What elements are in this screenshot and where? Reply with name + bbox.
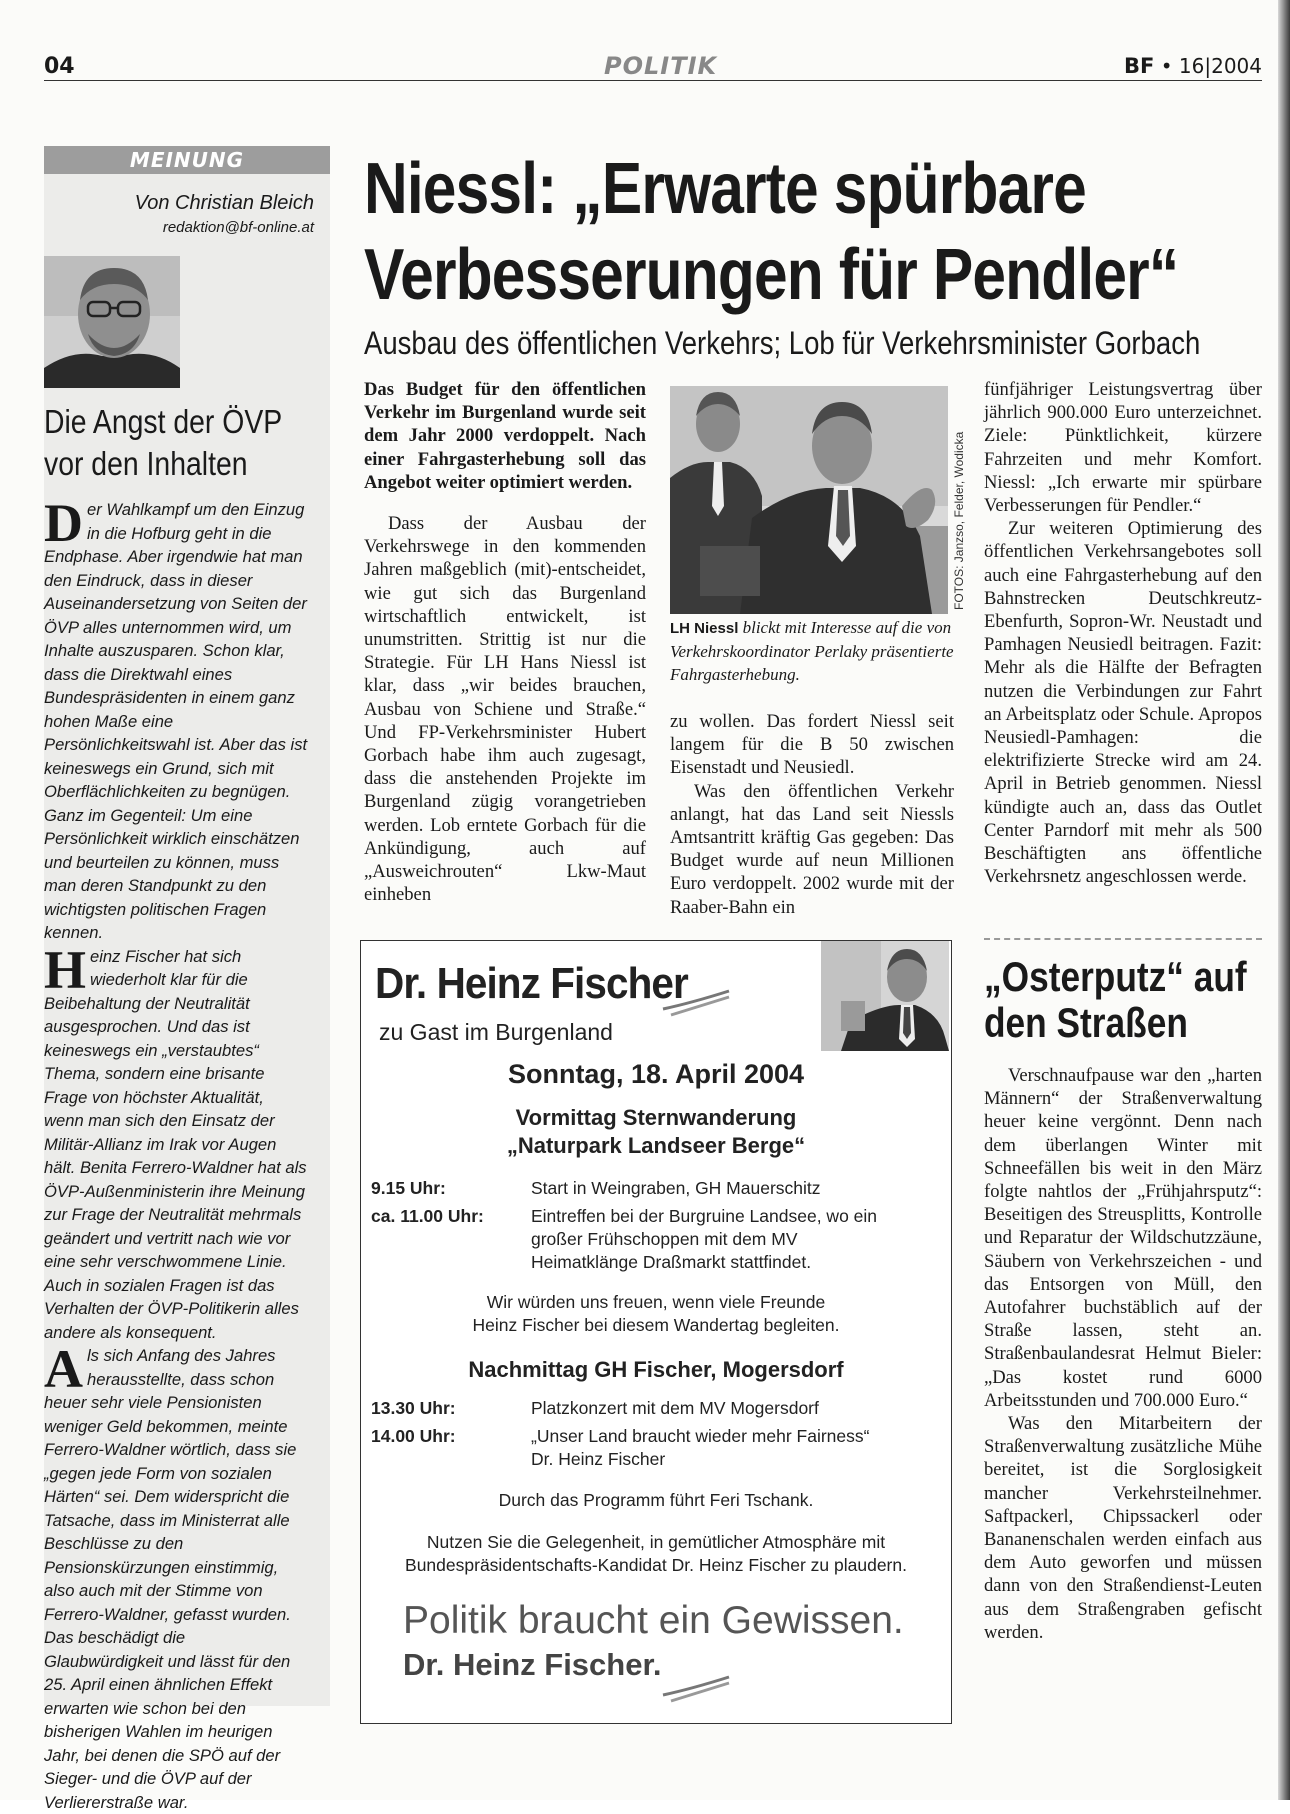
- opinion-paragraph-1: [44, 493, 308, 945]
- issue-number: 16|2004: [1178, 54, 1262, 78]
- drop-cap: D: [44, 493, 83, 553]
- author-name: Von Christian Bleich: [134, 192, 314, 214]
- article-lead: Das Budget für den öffentlichen Verkehr im Burgenland wurde seit dem Jahr 2000 verdoppelt. Nach einer Fahrgasterhebung soll das Angebot weiter optimiert werden.: [364, 379, 646, 493]
- ad-afternoon-title: Nachmittag GH Fischer, Mogersdorf: [468, 1357, 844, 1382]
- swoosh-icon: [661, 1675, 731, 1705]
- article-paragraph: Zur weiteren Optimierung des öffentlichen Verkehrsangebotes soll auch eine Fahrgasterhebung auf den Bahnstrecken Deutschkreutz-Ebenfurth, Sopron-Wr. Neustadt und Pamhagen Neusiedl beitragen. Fazit: Mehr als die Hälfte der Befragten nutzen die Verbindungen zur Fahrt an Arbeitsplatz oder Schule. Apropos Neusiedl-Pamhagen: die elektrifizierte Strecke wird am 24. April in Betrieb genommen. Niessl kündigte auch an, dass das Outlet Center Parndorf mit mehr als 500 Beschäftigten ans öffentliche Verkehrsnetz angeschlossen werde.: [984, 518, 1262, 888]
- article-column-2: [670, 710, 954, 919]
- schedule-time: 9.15 Uhr:: [371, 1178, 446, 1198]
- opinion-column: [44, 146, 330, 1812]
- article-photo: [670, 386, 948, 614]
- schedule-desc: Start in Weingraben, GH Mauerschitz: [531, 1178, 821, 1198]
- page-header: [44, 54, 1262, 81]
- ad-slogan: Politik braucht ein Gewissen.: [403, 1599, 904, 1642]
- ad-host: Durch das Programm führt Feri Tschank.: [498, 1490, 814, 1510]
- article-paragraph: Dass der Ausbau der Verkehrswege in den kommenden Jahren maßgeblich (mit)-entscheidet, wie gut sich das Burgenland wirtschaftlich entwickelt, ist unumstritten. Strittig ist nur die Strategie. Für LH Hans Niessl ist klar, dass „wir beides brauchen, Ausbau von Schiene und Straße.“ Und FP-Verkehrsminister Hubert Gorbach habe ihm auch zugesagt, dass die anstehenden Projekte im Burgenland zügig vorangetrieben werden. Lob erntete Gorbach für die Ankündigung, auch auf „Ausweichrouten“ Lkw-Maut einheben: [364, 513, 646, 906]
- schedule-time: ca. 11.00 Uhr:: [371, 1206, 484, 1226]
- ad-subtitle: zu Gast im Burgenland: [379, 1019, 613, 1045]
- ad-morning-title: „Naturpark Landseer Berge“: [506, 1133, 806, 1158]
- paragraph-text: einz Fischer hat sich wiederholt klar für die Beibehaltung der Neutralität ausgesprochen. Und das ist keineswegs ein „verstaubtes“ Thema, sondern eine brisante Frage von höchster Aktualität, wenn man sich den Einsatz der Militär-Allianz im Irak vor Augen hält. Benita Ferrero-Waldner hat als ÖVP-Außenministerin ihre Meinung zur Frage der Neutralität mehrmals geändert und vertritt nach wie vor eine sehr verschwommene Linie. Auch in sozialen Fragen ist das Verhalten der ÖVP-Politikerin alles andere als konsequent.: [44, 946, 307, 1342]
- scan-edge: [1278, 0, 1290, 1800]
- schedule-desc: Platzkonzert mit dem MV Mogersdorf: [531, 1398, 819, 1418]
- opinion-paragraph-3: [44, 1339, 308, 1814]
- paragraph-text: ls sich Anfang des Jahres herausstellte, dass schon heuer sehr viele Pensionisten weniger Geld bekommen, meinte Ferrero-Waldner wörtlich, dass sie „gegen jede Form von sozialen Härten“ sei. Dem widerspricht die Tatsache, dass im Ministerrat alle Beschlüsse zu den Pensionskürzungen einstimmig, also auch mit der Stimme von Ferrero-Waldner, gefasst wurden. Das beschädigt die Glaubwürdigkeit und lässt für den 25. April einen ähnlichen Effekt erwarten wie schon bei den bisherigen Wahlen im heurigen Jahr, bei denen die SPÖ auf der Sieger- und die ÖVP auf der Verliererstraße war.: [44, 1346, 297, 1812]
- opinion-paragraph-2: [44, 939, 308, 1345]
- ad-invite: Wir würden uns freuen, wenn viele Freunde Heinz Fischer bei diesem Wandertag begleiten.: [472, 1292, 840, 1335]
- headline: Niessl: „Erwarte spürbare Verbesserungen für Pendler“: [364, 149, 1179, 315]
- schedule-row: [371, 1397, 941, 1421]
- drop-cap: A: [44, 1339, 83, 1399]
- sidebar-story-body: [984, 1064, 1262, 1644]
- article-paragraph: fünfjähriger Leistungsvertrag über jährlich 900.000 Euro unterzeichnet. Ziele: Pünktlichkeit, kürzere Fahrzeiten und mehr Komfort. Niessl: „Ich erwarte mir spürbare Verbesserungen für Pendler.“: [984, 379, 1262, 517]
- author-portrait: [44, 256, 180, 388]
- schedule-desc: „Unser Land braucht wieder mehr Fairness“ Dr. Heinz Fischer: [531, 1426, 870, 1469]
- author-email: redaktion@bf-online.at: [162, 219, 314, 236]
- schedule-desc: Eintreffen bei der Burgruine Landsee, wo ein großer Frühschoppen mit dem MV Heimatklänge Draßmarkt stattfindet.: [531, 1206, 878, 1272]
- issue-info: [1124, 54, 1262, 78]
- paragraph-text: er Wahlkampf um den Einzug in die Hofburg geht in die Endphase. Aber irgendwie hat man den Eindruck, dass in dieser Auseinandersetzung von Seiten der ÖVP alles unternommen wird, um Inhalte auszusparen. Schon klar, dass die Direktwahl eines Bundespräsidenten in einem ganz hohen Maße eine Persönlichkeitswahl ist. Aber das ist keineswegs ein Grund, sich mit Oberflächlichkeiten zu begnügen. Ganz im Gegenteil: Um eine Persönlichkeit wirklich einschätzen und beurteilen zu können, muss man deren Standpunkt zu den wichtigsten politischen Fragen kennen.: [44, 500, 308, 942]
- ad-portrait: [821, 941, 949, 1051]
- article-column-3: [984, 378, 1262, 888]
- caption-name: LH Niessl: [670, 620, 739, 637]
- schedule-time: 14.00 Uhr:: [371, 1426, 456, 1446]
- sidebar-headline: „Osterputz“ auf den Straßen: [984, 953, 1247, 1046]
- ad-date: Sonntag, 18. April 2004: [507, 1059, 805, 1089]
- publication-name: BF: [1124, 54, 1155, 78]
- page-number: 04: [44, 54, 75, 79]
- campaign-ad: [360, 940, 952, 1724]
- drop-cap: H: [44, 939, 87, 1000]
- article-paragraph: zu wollen. Das fordert Niessl seit langem für die B 50 zwischen Eisenstadt und Neusiedl.: [670, 711, 954, 779]
- article-column-1: [364, 378, 646, 906]
- opinion-tag: MEINUNG: [44, 146, 330, 174]
- subheadline: Ausbau des öffentlichen Verkehrs; Lob für Verkehrsminister Gorbach: [364, 325, 1201, 361]
- photo-credit: FOTOS: Janzso, Felder, Wodicka: [952, 431, 966, 610]
- opinion-body: [44, 493, 308, 1814]
- schedule-row: [371, 1425, 941, 1473]
- article-paragraph: Was den öffentlichen Verkehr anlangt, hat das Land seit Niessls Amtsantritt kräftig Gas gegeben: Das Budget wurde auf neun Millionen Euro verdoppelt. 2002 wurde mit der Raaber-Bahn ein: [670, 780, 954, 918]
- caption-text: blickt mit Interesse auf die von Verkehrskoordinator Perlaky präsentierte Fahrgasterhebung.: [670, 618, 954, 684]
- article-paragraph: Verschnaufpause war den „harten Männern“ der Straßenverwaltung heuer keine vergönnt. Denn nach dem überlangen Winter mit Schneefällen bis weit in den März folgte nahtlos der „Frühjahrsputz“: Beseitigen des Streusplitts, Kontrolle und Reparatur der Wildschutzzäune, Säubern von Verkehrszeichen - und das Entsorgen von Müll, den Autofahrer buchstäblich auf der Straße lassen, steht an. Straßenbaulandesrat Helmut Bieler: „Das kostet rund 6000 Arbeitsstunden und 700.000 Euro.“: [984, 1065, 1262, 1411]
- divider: [984, 938, 1262, 940]
- ad-name: Dr. Heinz Fischer: [375, 959, 688, 1008]
- section-title: POLITIK: [604, 52, 718, 80]
- schedule-row: [371, 1177, 941, 1201]
- schedule-time: 13.30 Uhr:: [371, 1398, 456, 1418]
- ad-closing: Nutzen Sie die Gelegenheit, in gemütlicher Atmosphäre mit Bundespräsidentschafts-Kandidat Dr. Heinz Fischer zu plaudern.: [405, 1532, 907, 1575]
- photo-caption: [670, 616, 956, 686]
- opinion-title: Die Angst der ÖVP vor den Inhalten: [44, 403, 282, 482]
- ad-morning-title: Vormittag Sternwanderung: [515, 1105, 797, 1130]
- schedule-row: [371, 1205, 941, 1277]
- article-paragraph: Was den Mitarbeitern der Straßenverwaltung zusätzliche Mühe bereitet, ist die Sorglosigkeit mancher Verkehrsteilnehmer. Saftpackerl, Chipssackerl oder Bananenschalen werden einfach aus dem Auto geworfen und müssen dann von den Straßendienst-Leuten aus dem Straßengraben gefischt werden.: [984, 1413, 1262, 1643]
- opinion-author: [135, 192, 314, 236]
- swoosh-icon: [661, 989, 731, 1019]
- bullet: •: [1160, 54, 1173, 78]
- ad-signature: Dr. Heinz Fischer.: [403, 1647, 662, 1682]
